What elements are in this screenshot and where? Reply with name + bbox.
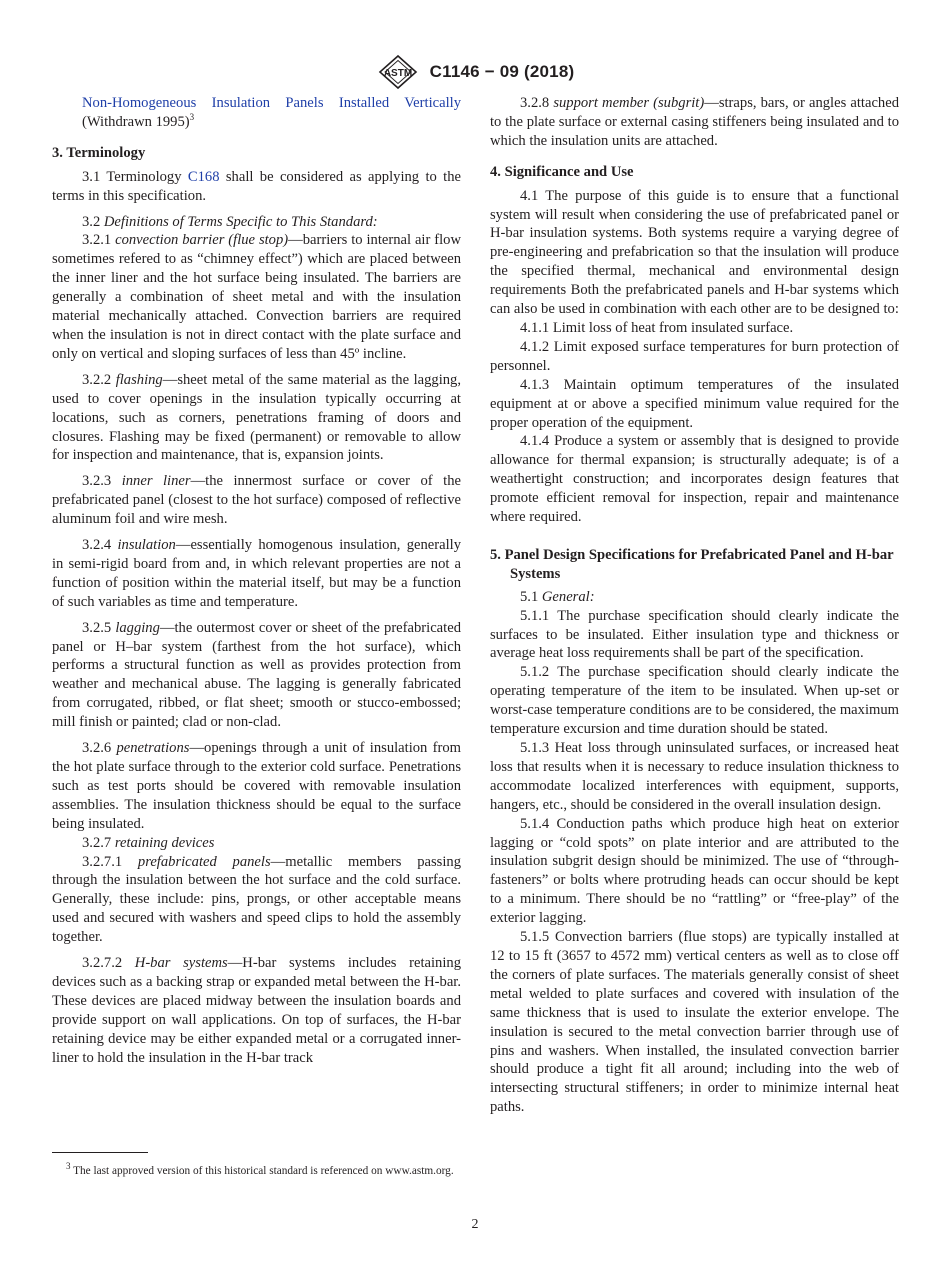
reference-link[interactable]: Non-Homogeneous Insulation Panels Installed Vertically bbox=[82, 95, 461, 111]
para-3-2: 3.2 Definitions of Terms Specific to This Standard: bbox=[82, 213, 378, 230]
footnote-mark: 3 bbox=[66, 1161, 71, 1172]
para-3-2-8: 3.2.8 support member (subgrit)—straps, bars, or angles attached to the plate surface or external casing stiffeners being insulated and to which the insulation units are attached. bbox=[490, 95, 899, 149]
para-5-1-1: 5.1.1 The purchase specification should clearly indicate the surfaces to be insulated. Either insulation type and thickness or average heat loss requirements shall be part of the specification. bbox=[490, 607, 899, 662]
para-3-2-7-2: 3.2.7.2 H-bar systems—H-bar systems includes retaining devices such as a backing strap or expanded metal between the H-bar. These devices are placed midway between the insulation boards and provide support on wall applications. On top of surfaces, the H-bar retaining device may be either expanded metal or a corrugated inner-liner to hold the insulation in the H-bar track bbox=[52, 955, 461, 1066]
para-3-2-1: 3.2.1 convection barrier (flue stop)—barriers to internal air flow sometimes refered to as “chimney effect”) which are placed between the inner liner and the hot surface being insulated. The barriers are generally a combination of sheet metal and with the insulation material mechanically attached. Convection barriers are required when the insulation is not in direct contact with the plate surface and only on vertical and sloping surfaces of less than 45º incline. bbox=[52, 232, 461, 362]
para-3-2-7-1: 3.2.7.1 prefabricated panels—metallic members passing through the insulation between the hot surface and the cold surface. Generally, these include: pins, prongs, or other acceptable means used and secured with washers and speed clips to hold the assembly together. bbox=[52, 853, 462, 946]
c168-link[interactable]: C168 bbox=[187, 168, 220, 185]
right-column bbox=[490, 94, 899, 1117]
para-4-1-1: 4.1.1 Limit loss of heat from insulated surface. bbox=[520, 319, 794, 336]
page-number: 2 bbox=[471, 1217, 479, 1232]
para-4-1-4: 4.1.4 Produce a system or assembly that is designed to provide allowance for thermal expansion; is structurally adequate; is of a weathertight construction; and incorporates design features that promote efficient removal for inspection, repair and maintenance where required. bbox=[490, 433, 899, 526]
section-3-heading: 3. Terminology bbox=[52, 144, 146, 161]
para-3-2-6: 3.2.6 penetrations—openings through a unit of insulation from the hot plate surface through to the exterior cold surface. Penetrations such as test ports should be covered with removable insulation assemblies. The insulation thickness should be equal to the surface being insulated. bbox=[52, 740, 461, 832]
astm-logo-icon bbox=[376, 52, 420, 92]
para-3-2-4: 3.2.4 insulation—essentially homogenous insulation, generally in semi-rigid board from and, in which relevant properties are not a function of position within the material itself, but may be a function of such variables as time and temperature. bbox=[52, 537, 461, 610]
para-5-1: 5.1 General: bbox=[520, 588, 595, 605]
para-5-1-4: 5.1.4 Conduction paths which produce high heat on exterior lagging or “cold spots” on plate interior and are attributed to the insulation subgrit design should be minimized. The use of “through-fasteners” or bolts where protruding heads can occur should be kept to a minimum. There should be no “rattling” or “free-play” of the exterior lagging. bbox=[490, 815, 899, 927]
svg-text:ASTM: ASTM bbox=[383, 68, 412, 79]
document-designation: C1146 − 09 (2018) bbox=[429, 62, 575, 81]
para-3-2-3: 3.2.3 inner liner—the innermost surface or cover of the prefabricated panel (closest to the hot surface) composed of reflective aluminum foil and wire mesh. bbox=[52, 473, 461, 528]
section-4-heading: 4. Significance and Use bbox=[490, 163, 634, 180]
para-3-2-7: 3.2.7 retaining devices bbox=[82, 834, 215, 851]
para-4-1-2: 4.1.2 Limit exposed surface temperatures for burn protection of personnel. bbox=[490, 338, 899, 374]
section-5-heading: 5. Panel Design Specifications for Prefabricated Panel and H-bar Systems bbox=[490, 546, 894, 582]
para-5-1-5: 5.1.5 Convection barriers (flue stops) are typically installed at 12 to 15 ft (3657 to 4572 mm) vertical centers as well as to close off the corners of plate surfaces. The materials generally consist of sheet metal welded to plate surfaces and covered with insulation of the same thickness that is used to insulate the exterior envelope. The insulation is secured to the metal convection barrier through use of pins and washers. When installed, the insulated convection barrier should produce a tight fit all around; including into the web of intersecting structural stiffeners; in order to minimize internal heat paths. bbox=[490, 929, 899, 1116]
para-4-1: 4.1 The purpose of this guide is to ensure that a functional system will result when considering the use of prefabricated panel or H-bar insulation systems. Both systems require a varying degree of pre-engineering and prefabrication so that the insulation will produce the specified thermal, mechanical and environmental design requirements Both the prefabricated panels and H-bar systems which can also be used in combination with each other are to be designed to: bbox=[490, 187, 899, 318]
para-3-2-2: 3.2.2 flashing—sheet metal of the same material as the lagging, used to cover openings in the insulation typically occurring at locations, such as corners, penetrations framing of doors and closures. Flashing may be fixed (permanent) or removable to allow for inspection and maintenance, that is, expansion joints. bbox=[52, 371, 461, 464]
para-3-2-5: 3.2.5 lagging—the outermost cover or sheet of the prefabricated panel or H–bar system (farthest from the hot surface), which performs a structural function as well as provides protection from weather and mechanical abuse. The lagging is generally fabricated from corrugated, ribbed, or flat sheet; smooth or stucco-embossed; mill finish or painted; clad or non-clad. bbox=[52, 619, 461, 731]
para-5-1-3: 5.1.3 Heat loss through uninsulated surfaces, or increased heat loss that results when it is necessary to reduce insulation thickness to accommodate localized interferences with equipment, supports, hangers, etc., should be considered in the overall insulation design. bbox=[490, 740, 899, 813]
para-4-1-3: 4.1.3 Maintain optimum temperatures of the insulated equipment at or above a specified minimum value required for the proper operation of the equipment. bbox=[490, 376, 899, 431]
footnote-text: The last approved version of this historical standard is referenced on www.astm.org. bbox=[70, 1165, 454, 1177]
para-5-1-2: 5.1.2 The purchase specification should clearly indicate the operating temperature of the item to be insulated. When up-set or worst-case temperature conditions are to be considered, the maximum temperature excursion and time duration should be stated. bbox=[490, 664, 899, 738]
left-column bbox=[52, 94, 461, 1068]
page-header bbox=[0, 52, 950, 92]
para-3-1: 3.1 Terminology C168 shall be considered as applying to the terms in this specification. bbox=[52, 168, 462, 204]
reference-entry: Non-Homogeneous Insulation Panels Installed Vertically (Withdrawn 1995)$^3$ bbox=[82, 95, 461, 130]
footnote-divider bbox=[52, 1152, 148, 1153]
footnote-ref[interactable]: 3 bbox=[189, 112, 195, 123]
footnote bbox=[52, 1163, 461, 1179]
